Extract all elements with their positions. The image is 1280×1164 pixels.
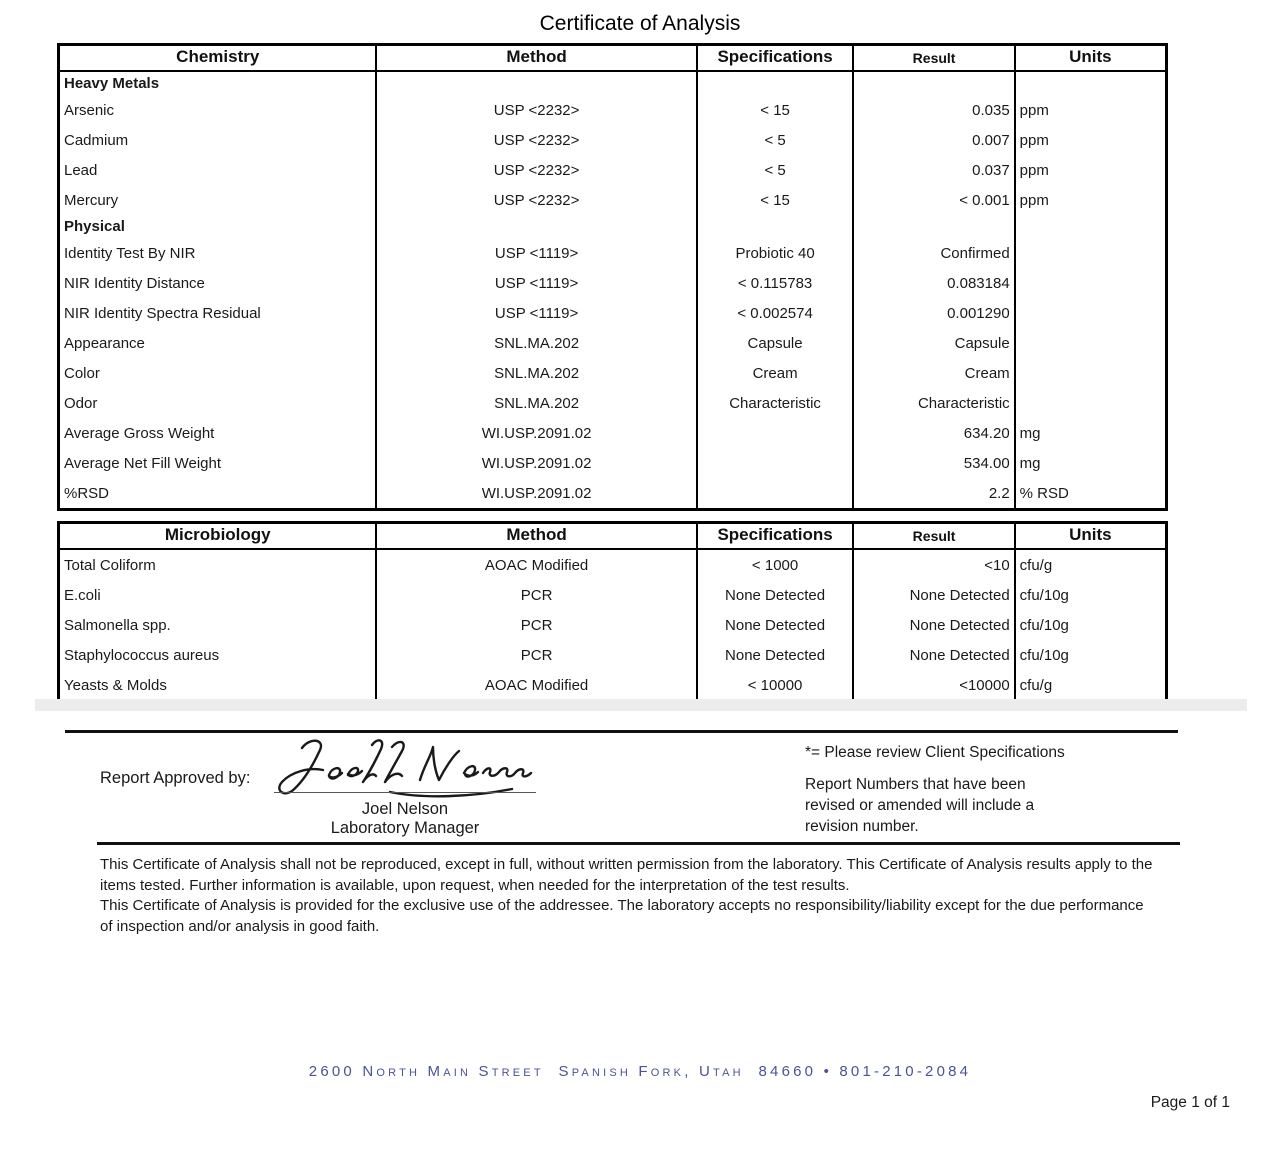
specification: None Detected <box>697 610 854 640</box>
analyte-name: NIR Identity Spectra Residual <box>59 298 377 328</box>
method: WI.USP.2091.02 <box>376 448 696 478</box>
units <box>1015 268 1167 298</box>
analyte-name: Average Net Fill Weight <box>59 448 377 478</box>
client-specifications-note: *= Please review Client Specifications <box>805 744 1065 761</box>
units: mg <box>1015 418 1167 448</box>
table-row <box>59 328 1167 358</box>
specification: Probiotic 40 <box>697 238 854 268</box>
method: USP <1119> <box>376 298 696 328</box>
table-row <box>59 670 1167 702</box>
units <box>1015 328 1167 358</box>
units: mg <box>1015 448 1167 478</box>
specification <box>697 478 854 510</box>
units <box>1015 238 1167 268</box>
horizontal-rule-top <box>65 730 1178 733</box>
disclaimer-paragraph-2: This Certificate of Analysis is provided for the exclusive use of the addressee. The laboratory accepts no responsibility/liability except for the due performance of inspection and/or analysis in good faith. <box>100 897 1144 935</box>
signatory-name: Joel Nelson <box>361 800 449 818</box>
method: PCR <box>376 610 696 640</box>
method: SNL.MA.202 <box>376 358 696 388</box>
analyte-name: Odor <box>59 388 377 418</box>
units <box>1015 298 1167 328</box>
analyte-name: Mercury <box>59 185 377 215</box>
empty-cell <box>376 71 696 95</box>
result: None Detected <box>853 610 1014 640</box>
method: USP <1119> <box>376 238 696 268</box>
microbiology-table-container <box>57 521 1168 703</box>
disclaimer-paragraph-1: This Certificate of Analysis shall not be reproduced, except in full, without written permission from the laboratory. This Certificate of Analysis results apply to the items tested. Further information is available, upon request, when needed for the interpretation of the test results. <box>100 856 1153 894</box>
column-header-microbiology: Microbiology <box>59 523 377 550</box>
units: cfu/10g <box>1015 610 1167 640</box>
result: 534.00 <box>853 448 1014 478</box>
table-row <box>59 388 1167 418</box>
analyte-name: %RSD <box>59 478 377 510</box>
units <box>1015 388 1167 418</box>
method: WI.USP.2091.02 <box>376 418 696 448</box>
analyte-name: Lead <box>59 155 377 185</box>
method: WI.USP.2091.02 <box>376 478 696 510</box>
signature-line <box>274 792 536 793</box>
analyte-name: Salmonella spp. <box>59 610 377 640</box>
table-row <box>59 268 1167 298</box>
specification: None Detected <box>697 580 854 610</box>
units: ppm <box>1015 155 1167 185</box>
analyte-name: E.coli <box>59 580 377 610</box>
empty-cell <box>853 71 1014 95</box>
result: Cream <box>853 358 1014 388</box>
specification <box>697 448 854 478</box>
table-row <box>59 95 1167 125</box>
method: PCR <box>376 640 696 670</box>
table-row <box>59 448 1167 478</box>
result: Capsule <box>853 328 1014 358</box>
units: ppm <box>1015 185 1167 215</box>
analyte-name: Total Coliform <box>59 549 377 580</box>
method: SNL.MA.202 <box>376 388 696 418</box>
table-row <box>59 298 1167 328</box>
analyte-name: Cadmium <box>59 125 377 155</box>
result: 0.001290 <box>853 298 1014 328</box>
analyte-name: Yeasts & Molds <box>59 670 377 702</box>
column-header-result: Result <box>853 523 1014 550</box>
result: 0.083184 <box>853 268 1014 298</box>
column-header-method: Method <box>376 523 696 550</box>
specification: < 5 <box>697 155 854 185</box>
microbiology-table <box>57 521 1168 703</box>
method: PCR <box>376 580 696 610</box>
page-indicator: Page 1 of 1 <box>1150 1094 1230 1111</box>
revision-note: Report Numbers that have been revised or amended will include a revision number. <box>805 776 1035 835</box>
result: 0.035 <box>853 95 1014 125</box>
specification: < 1000 <box>697 549 854 580</box>
column-header-units: Units <box>1015 523 1167 550</box>
specification: Characteristic <box>697 388 854 418</box>
header-row <box>59 45 1167 72</box>
report-approved-by-label: Report Approved by: <box>100 769 251 787</box>
table-row <box>59 358 1167 388</box>
analyte-name: Arsenic <box>59 95 377 125</box>
column-header-result: Result <box>853 45 1014 72</box>
specification: Capsule <box>697 328 854 358</box>
result: 0.037 <box>853 155 1014 185</box>
method: USP <1119> <box>376 268 696 298</box>
table-row <box>59 478 1167 510</box>
chemistry-table-container <box>57 43 1168 511</box>
section-row <box>59 71 1167 95</box>
table-row <box>59 549 1167 580</box>
units: ppm <box>1015 125 1167 155</box>
column-header-chemistry: Chemistry <box>59 45 377 72</box>
empty-cell <box>1015 71 1167 95</box>
specification: < 0.002574 <box>697 298 854 328</box>
section-row <box>59 215 1167 238</box>
disclaimer-block <box>100 855 1158 937</box>
method: AOAC Modified <box>376 670 696 702</box>
empty-cell <box>697 215 854 238</box>
signature-icon <box>268 734 536 805</box>
empty-cell <box>853 215 1014 238</box>
page-title: Certificate of Analysis <box>539 12 741 35</box>
header-row <box>59 523 1167 550</box>
method: USP <2232> <box>376 95 696 125</box>
analyte-name: Identity Test By NIR <box>59 238 377 268</box>
analyte-name: Average Gross Weight <box>59 418 377 448</box>
method: USP <2232> <box>376 185 696 215</box>
empty-cell <box>697 71 854 95</box>
table-row <box>59 580 1167 610</box>
result: <10000 <box>853 670 1014 702</box>
table-row <box>59 610 1167 640</box>
chemistry-table <box>57 43 1168 511</box>
table-row <box>59 125 1167 155</box>
horizontal-rule-bottom <box>97 842 1180 845</box>
column-header-specifications: Specifications <box>697 523 854 550</box>
table-row <box>59 155 1167 185</box>
empty-cell <box>1015 215 1167 238</box>
method: AOAC Modified <box>376 549 696 580</box>
units: cfu/g <box>1015 549 1167 580</box>
signatory-title: Laboratory Manager <box>330 819 480 837</box>
column-header-method: Method <box>376 45 696 72</box>
analyte-name: NIR Identity Distance <box>59 268 377 298</box>
specification: Cream <box>697 358 854 388</box>
units: ppm <box>1015 95 1167 125</box>
specification: < 15 <box>697 185 854 215</box>
units: cfu/g <box>1015 670 1167 702</box>
specification <box>697 418 854 448</box>
empty-cell <box>376 215 696 238</box>
specification: < 15 <box>697 95 854 125</box>
result: 2.2 <box>853 478 1014 510</box>
table-row <box>59 238 1167 268</box>
units <box>1015 358 1167 388</box>
table-row <box>59 185 1167 215</box>
specification: < 5 <box>697 125 854 155</box>
units: cfu/10g <box>1015 640 1167 670</box>
section-title: Heavy Metals <box>59 71 377 95</box>
footer-address: 2600 North Main Street Spanish Fork, Utah 84660 • 801-210-2084 <box>308 1063 972 1080</box>
result: 634.20 <box>853 418 1014 448</box>
units: % RSD <box>1015 478 1167 510</box>
result: Characteristic <box>853 388 1014 418</box>
result: None Detected <box>853 640 1014 670</box>
specification: None Detected <box>697 640 854 670</box>
result: Confirmed <box>853 238 1014 268</box>
analyte-name: Appearance <box>59 328 377 358</box>
column-header-units: Units <box>1015 45 1167 72</box>
analyte-name: Color <box>59 358 377 388</box>
section-title: Physical <box>59 215 377 238</box>
table-row <box>59 640 1167 670</box>
result: None Detected <box>853 580 1014 610</box>
method: USP <2232> <box>376 125 696 155</box>
result: < 0.001 <box>853 185 1014 215</box>
result: 0.007 <box>853 125 1014 155</box>
result: <10 <box>853 549 1014 580</box>
units: cfu/10g <box>1015 580 1167 610</box>
method: SNL.MA.202 <box>376 328 696 358</box>
table-row <box>59 418 1167 448</box>
gray-divider-band <box>35 699 1247 711</box>
specification: < 10000 <box>697 670 854 702</box>
column-header-specifications: Specifications <box>697 45 854 72</box>
method: USP <2232> <box>376 155 696 185</box>
analyte-name: Staphylococcus aureus <box>59 640 377 670</box>
specification: < 0.115783 <box>697 268 854 298</box>
